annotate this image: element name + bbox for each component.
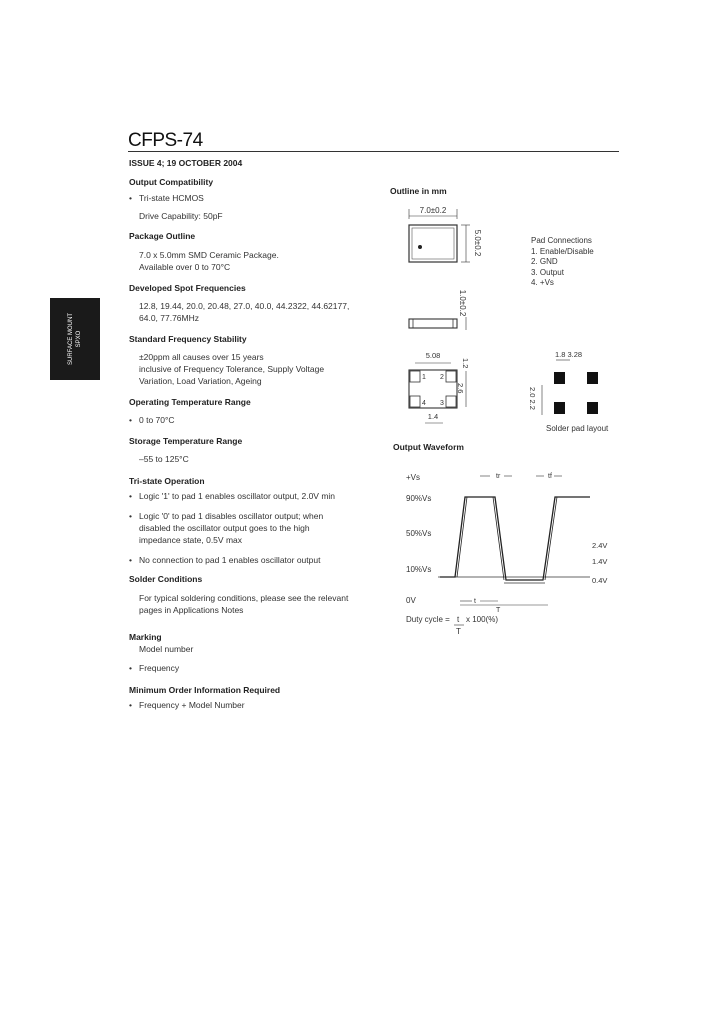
side-tab [50,298,100,380]
storage-line1: –55 to 125°C [139,454,189,464]
stability-line1: ±20ppm all causes over 15 years [139,352,264,362]
title-rule [128,151,619,152]
pad-connection-1: 1. Enable/Disable [531,246,594,256]
stability-line2: inclusive of Frequency Tolerance, Supply Voltage [139,364,325,374]
pad-num-4: 4 [422,400,426,407]
stability-line3: Variation, Load Variation, Ageing [139,376,262,386]
heading-frequency-stability: Standard Frequency Stability [129,334,247,344]
pad-num-3: 3 [440,400,444,407]
pad-3 [446,396,456,407]
label-2-4v: 2.4V [592,541,608,550]
tristate-bullet2-line3: impedance state, 0.5V max [139,535,243,545]
label-0v: 0V [406,596,416,605]
pad-4 [410,396,420,407]
dim-thickness: 1.0±0.2 [458,289,467,317]
spot-freq-line2: 64.0, 77.76MHz [139,313,200,323]
dim-pad-2-6: 2.6 [456,383,465,394]
output-compat-drive: Drive Capability: 50pF [139,211,223,221]
label-t: t [474,598,476,605]
heading-package-outline: Package Outline [129,231,196,241]
side-tab-line2: SPXO [76,330,82,348]
package-top-view [409,225,457,262]
package-line1: 7.0 x 5.0mm SMD Ceramic Package. [139,250,279,260]
output-compat-bullet: • Tri-state HCMOS [129,193,204,203]
duty-den: T [456,627,461,636]
layout-dim-top: 1.8 3.28 [555,350,583,359]
marking-line1: Model number [139,644,194,654]
package-bottom-view [409,370,457,408]
pad-1 [410,371,420,382]
dim-height: 5.0±0.2 [473,229,482,257]
dim-pad-width: 1.4 [427,412,439,421]
dim-pad-1-2: 1.2 [461,358,470,369]
tristate-bullet3-text: No connection to pad 1 enables oscillator output [139,555,321,565]
solder-pad-tl [554,372,565,384]
heading-operating-temperature: Operating Temperature Range [129,397,251,407]
solder-pad-bl [554,402,565,414]
marking-bullet: • Frequency [129,663,180,673]
dim-pad-pitch: 5.08 [425,351,441,360]
tristate-bullet3: • No connection to pad 1 enables oscillator output [129,555,321,565]
op-temp-bullet: • 0 to 70°C [129,415,175,425]
solder-layout-caption: Solder pad layout [546,424,609,433]
label-50: 50%Vs [406,529,432,538]
tristate-bullet1: • Logic '1' to pad 1 enables oscillator output, 2.0V min [129,491,336,501]
pad-num-1: 1 [422,374,426,381]
pad-connections [531,236,594,289]
pad-connections-title: Pad Connections [531,236,592,245]
heading-spot-frequencies: Developed Spot Frequencies [129,283,246,293]
heading-tristate: Tri-state Operation [129,476,205,486]
heading-output-waveform: Output Waveform [393,442,464,452]
output-compat-bullet-text: Tri-state HCMOS [139,193,204,203]
side-tab-text [67,313,83,365]
package-top-inner [412,228,454,259]
op-temp-bullet-text: 0 to 70°C [139,415,175,425]
duty-prefix: Duty cycle = [406,615,450,624]
issue-date: ISSUE 4; 19 OCTOBER 2004 [129,158,243,168]
heading-minimum-order: Minimum Order Information Required [129,685,281,695]
label-T: T [496,607,501,614]
heading-outline: Outline in mm [390,186,447,196]
layout-dim-side: 2.0 2.2 [528,387,537,410]
package-side-view [409,319,457,328]
label-10: 10%Vs [406,565,432,574]
pad-connection-4: 4. +Vs [531,278,554,287]
pin1-marker-icon [418,245,422,249]
heading-marking: Marking [129,632,162,642]
page-title: CFPS-74 [128,130,203,151]
pad-connection-2: 2. GND [531,257,558,266]
heading-solder-conditions: Solder Conditions [129,574,203,584]
heading-storage-temperature: Storage Temperature Range [129,436,243,446]
min-order-bullet-text: Frequency + Model Number [139,700,245,710]
heading-output-compatibility: Output Compatibility [129,177,214,187]
solder-line1: For typical soldering conditions, please see the relevant [139,593,349,603]
tristate-bullet1-text: Logic '1' to pad 1 enables oscillator output, 2.0V min [139,491,336,501]
label-90: 90%Vs [406,494,432,503]
pad-connection-3: 3. Output [531,267,564,277]
solder-pad-br [587,402,598,414]
min-order-bullet: • Frequency + Model Number [129,700,245,710]
waveform-trace [440,497,590,580]
label-tr: tr [496,473,501,480]
label-0-4v: 0.4V [592,576,608,585]
output-waveform-chart [400,462,620,637]
label-1-4v: 1.4V [592,557,608,566]
spot-freq-line1: 12.8, 19.44, 20.0, 20.48, 27.0, 40.0, 44.2322, 44.62177, [139,301,350,311]
label-vs: +Vs [406,473,421,482]
side-tab-line1: SURFACE MOUNT [68,312,74,366]
pad-2 [446,371,456,382]
marking-bullet-text: Frequency [139,663,180,673]
duty-expr: x 100(%) [466,615,499,624]
solder-pad-layout [520,345,620,425]
dim-width: 7.0±0.2 [419,206,447,215]
solder-line2: pages in Applications Notes [139,605,244,615]
solder-pad-tr [587,372,598,384]
package-line2: Available over 0 to 70°C [139,262,231,272]
tristate-bullet2: • Logic '0' to pad 1 disables oscillator output; when [129,511,324,521]
tristate-bullet2-text: Logic '0' to pad 1 disables oscillator output; when [139,511,324,521]
pad-num-2: 2 [440,374,444,381]
label-tf: tf [548,473,552,480]
tristate-bullet2-line2: disabled the oscillator output goes to the high [139,523,310,533]
duty-num: t [457,615,460,624]
